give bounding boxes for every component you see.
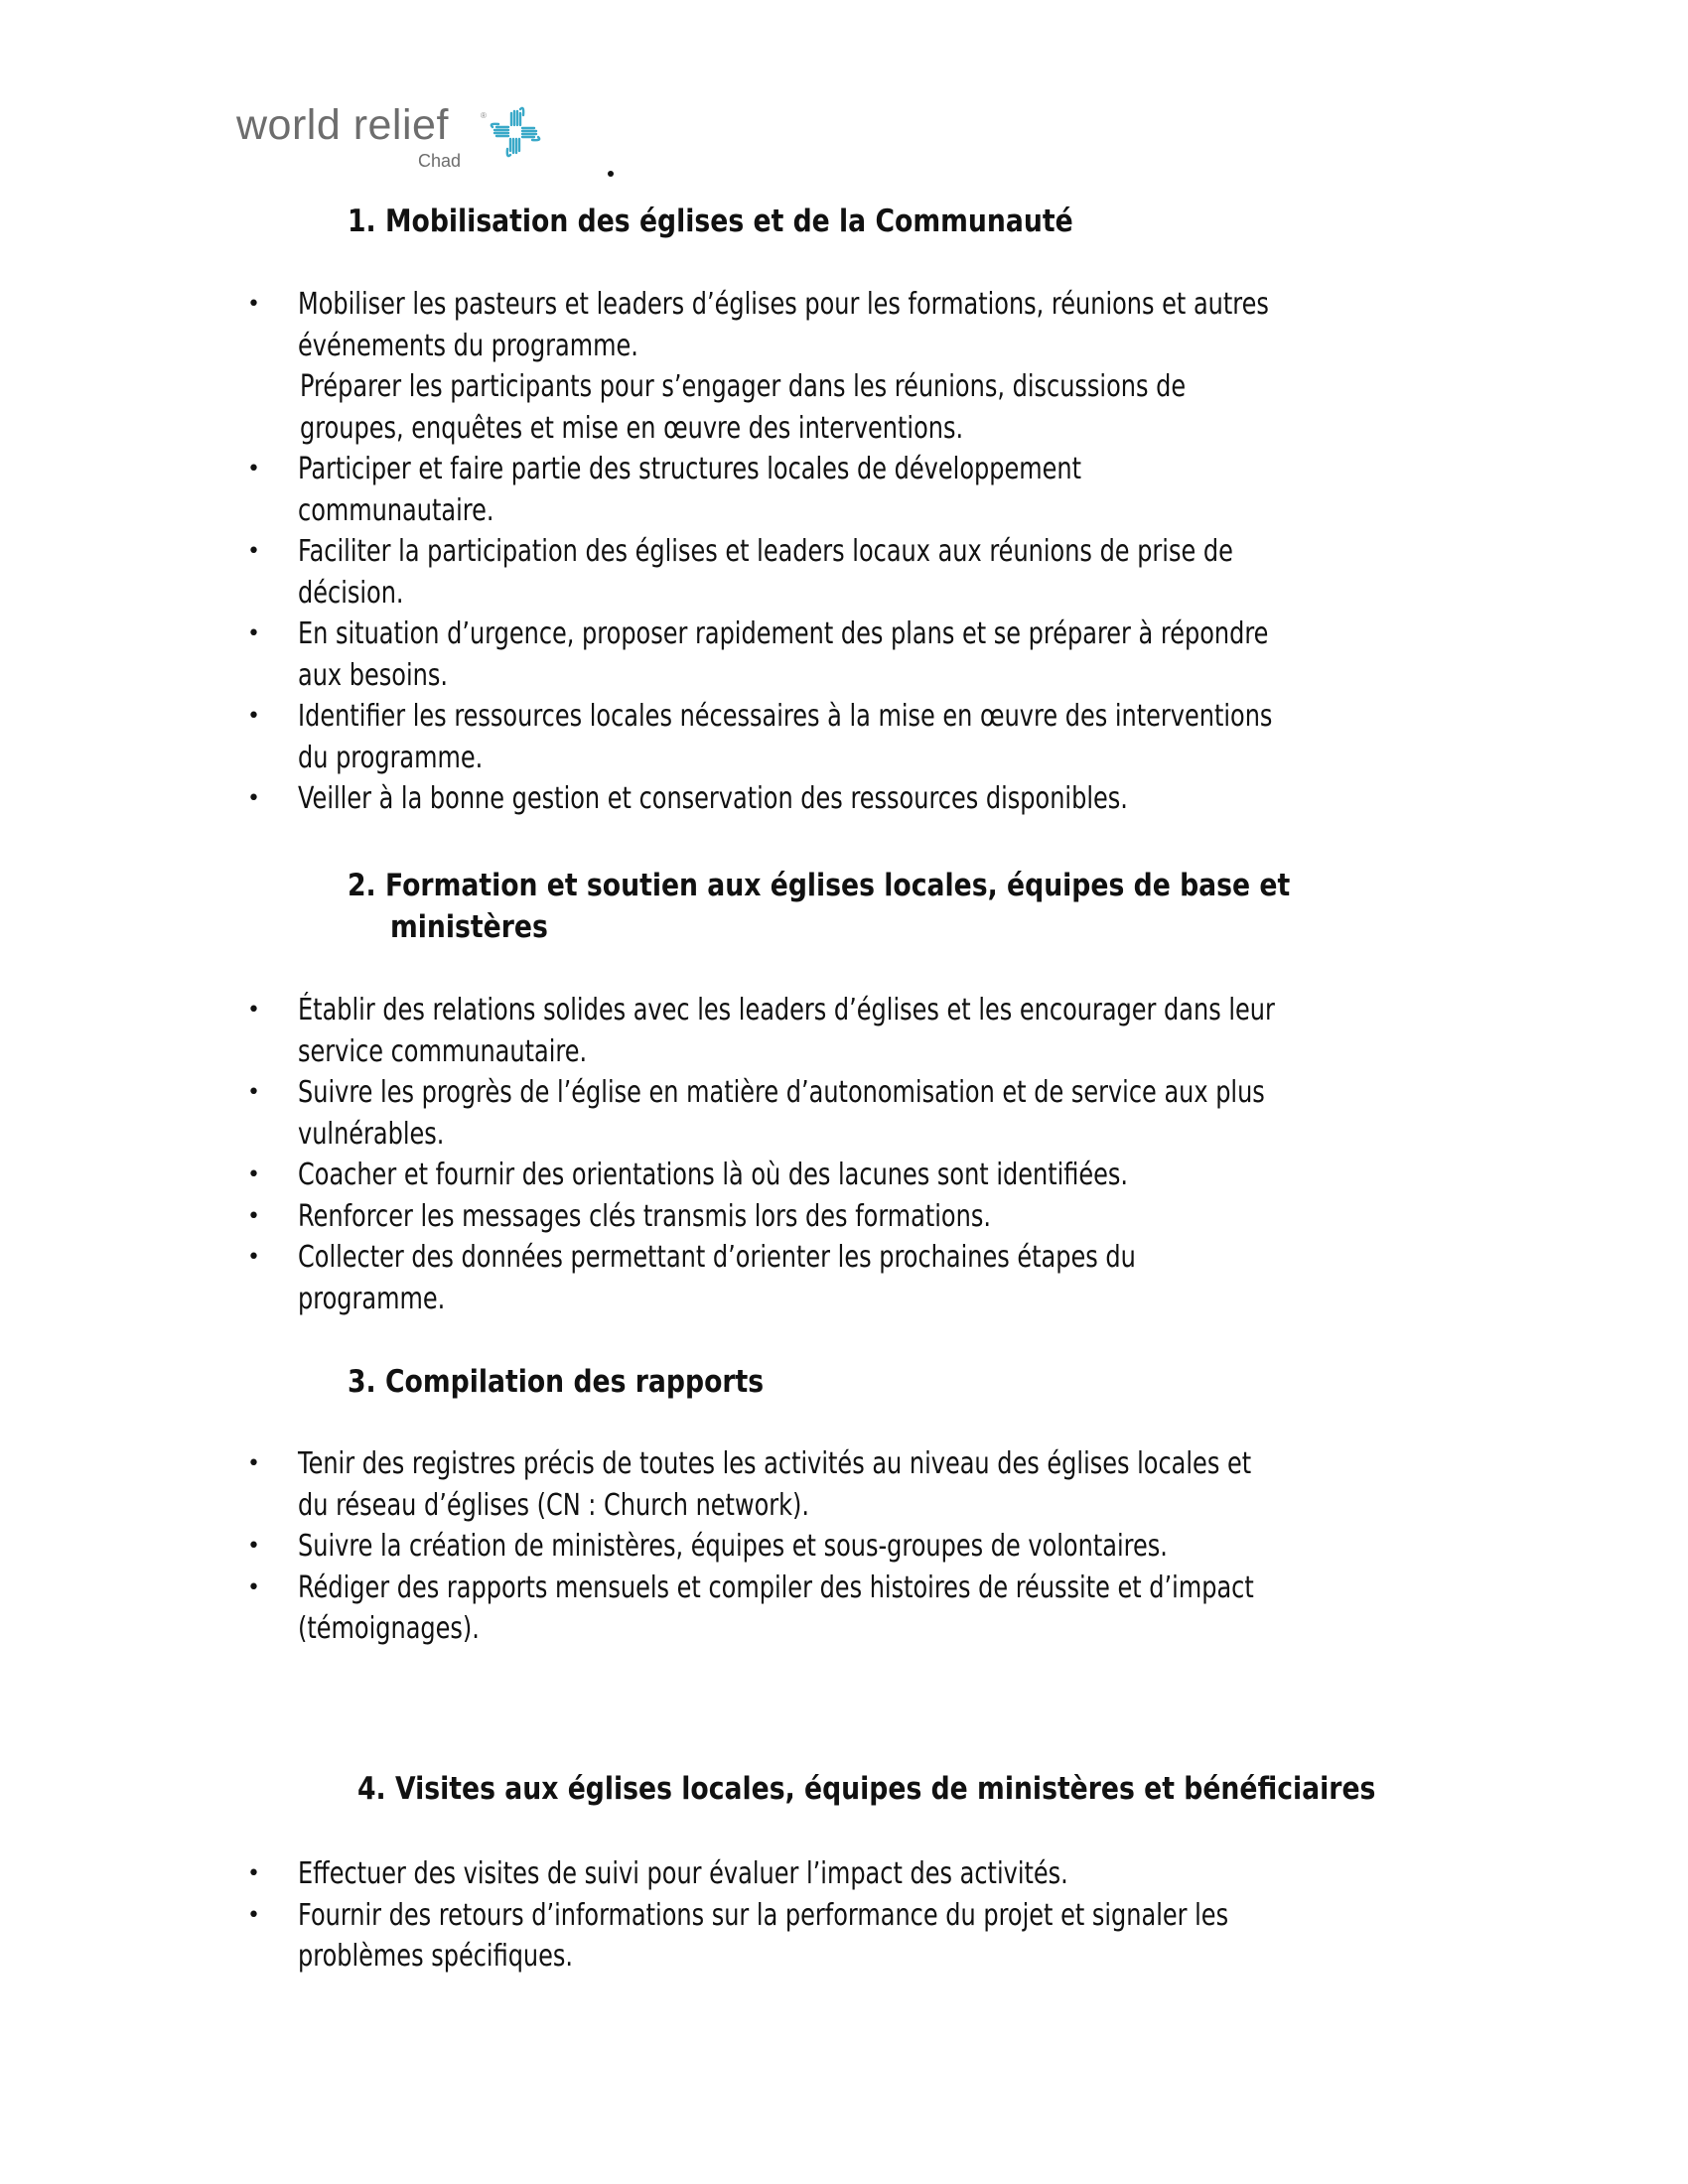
line: Effectuer des visites de suivi pour évaluer l’impact des activités. — [298, 1856, 1068, 1891]
section-title: Visites aux églises locales, équipes de ministères et bénéficiaires — [394, 1771, 1376, 1807]
section-2-list — [0, 990, 1519, 1319]
section-number: 1. — [348, 204, 376, 239]
line: Établir des relations solides avec les leaders d’églises et les encourager dans leur — [298, 993, 1275, 1027]
section-4-list — [0, 1853, 1461, 1978]
section-title: Mobilisation des églises et de la Communauté — [384, 204, 1073, 239]
list-item — [0, 531, 1516, 614]
list-item — [0, 1853, 1461, 1895]
line: service communautaire. — [298, 1033, 588, 1069]
line: Renforcer les messages clés transmis lors des formations. — [298, 1198, 991, 1234]
bullet-icon: • — [247, 1902, 260, 1928]
bullet-icon: • — [247, 704, 260, 729]
bullet-icon: • — [247, 1080, 260, 1105]
line: communautaire. — [298, 492, 494, 528]
bullet-icon: • — [247, 786, 260, 811]
registered-mark: ® — [481, 111, 487, 120]
list-item — [0, 990, 1519, 1072]
logo-brand-text: world relief — [236, 101, 449, 149]
section-title-continued: ministères — [390, 909, 548, 945]
section-3-list — [0, 1443, 1492, 1650]
list-item — [0, 614, 1516, 696]
section-number: 4. — [357, 1771, 386, 1807]
line: vulnérables. — [298, 1116, 445, 1152]
list-item — [0, 366, 1516, 449]
section-3-heading — [348, 1361, 764, 1403]
line: Identifier les ressources locales nécessaires à la mise en œuvre des interventions — [298, 699, 1273, 734]
list-item — [0, 1443, 1492, 1526]
bullet-icon: • — [247, 621, 260, 646]
list-item — [0, 1237, 1519, 1319]
line: programme. — [298, 1281, 446, 1316]
line: (témoignages). — [298, 1611, 480, 1646]
bullet-icon: • — [247, 1861, 260, 1886]
bullet-icon: • — [247, 1245, 260, 1270]
line: Faciliter la participation des églises et leaders locaux aux réunions de prise de — [298, 534, 1233, 569]
list-item — [0, 1895, 1461, 1978]
bullet-icon: • — [247, 1534, 260, 1559]
line: événements du programme. — [298, 328, 638, 363]
line: Coacher et fournir des orientations là où des lacunes sont identifiées. — [298, 1158, 1129, 1192]
line: aux besoins. — [298, 657, 448, 693]
line: Suivre les progrès de l’église en matière d’autonomisation et de service aux plus — [298, 1075, 1265, 1110]
stray-dot — [608, 171, 614, 177]
four-hands-cross-icon — [487, 103, 544, 161]
logo-subtitle: Chad — [418, 151, 462, 171]
line: Fournir des retours d’informations sur la performance du projet et signaler les — [298, 1897, 1229, 1933]
line: Tenir des registres précis de toutes les activités au niveau des églises locales et — [298, 1446, 1252, 1481]
line: Préparer les participants pour s’engager dans les réunions, discussions de — [300, 369, 1187, 404]
line: du réseau d’églises (CN : Church network). — [298, 1487, 810, 1523]
bullet-icon: • — [247, 457, 260, 481]
line: Rédiger des rapports mensuels et compiler des histoires de réussite et d’impact — [298, 1570, 1254, 1605]
section-title: Formation et soutien aux églises locales, équipes de base et — [384, 868, 1291, 903]
list-item — [0, 1196, 1519, 1238]
line: Suivre la création de ministères, équipes et sous-groupes de volontaires. — [298, 1529, 1168, 1564]
line: problèmes spécifiques. — [298, 1939, 574, 1974]
bullet-icon: • — [247, 539, 260, 564]
line: En situation d’urgence, proposer rapidement des plans et se préparer à répondre — [298, 616, 1269, 651]
bullet-icon: • — [247, 292, 260, 317]
list-item — [0, 696, 1516, 778]
section-1-heading — [348, 201, 1073, 242]
world-relief-logo — [236, 99, 554, 179]
line: Participer et faire partie des structures locales de développement — [298, 452, 1081, 486]
section-title: Compilation des rapports — [384, 1364, 765, 1400]
line: décision. — [298, 575, 404, 611]
bullet-icon: • — [247, 1203, 260, 1229]
list-item — [0, 1155, 1519, 1196]
line: du programme. — [298, 740, 484, 775]
section-2-heading — [348, 865, 1290, 948]
list-item — [0, 778, 1516, 820]
list-item — [0, 284, 1516, 366]
bullet-icon: • — [247, 1162, 260, 1187]
line: groupes, enquêtes et mise en œuvre des interventions. — [300, 410, 964, 446]
section-number: 2. — [348, 868, 376, 903]
bullet-icon: • — [247, 1451, 260, 1476]
section-4-heading — [357, 1768, 1375, 1810]
list-item — [0, 1526, 1492, 1568]
section-number: 3. — [348, 1364, 376, 1400]
bullet-icon: • — [247, 998, 260, 1023]
line: Collecter des données permettant d’orienter les prochaines étapes du — [298, 1240, 1136, 1275]
section-1-list — [0, 284, 1516, 820]
list-item — [0, 1072, 1519, 1155]
list-item — [0, 1568, 1492, 1650]
bullet-icon: • — [247, 1574, 260, 1600]
line: Mobiliser les pasteurs et leaders d’églises pour les formations, réunions et autres — [298, 287, 1269, 322]
line: Veiller à la bonne gestion et conservation des ressources disponibles. — [298, 781, 1128, 816]
list-item — [0, 449, 1516, 531]
